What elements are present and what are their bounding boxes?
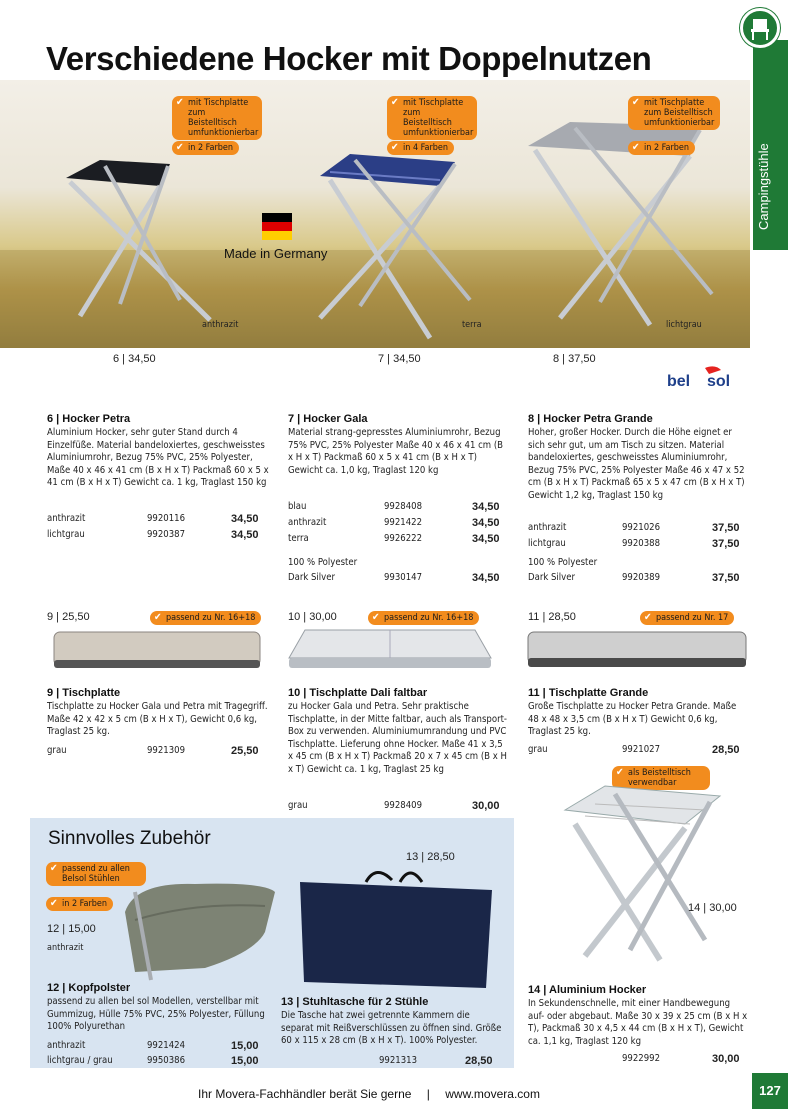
- product-7: [288, 413, 510, 477]
- color-label-lichtgrau: lichtgrau: [666, 320, 702, 330]
- badge-farben-8: ✔ in 2 Farben: [628, 141, 695, 155]
- product-8-title: 8 | Hocker Petra Grande: [528, 413, 653, 425]
- row-color: anthrazit: [528, 522, 567, 533]
- row-art: 9921422: [384, 517, 423, 528]
- accessories-heading: Sinnvolles Zubehör: [48, 828, 211, 849]
- product-11-desc: Große Tischplatte zu Hocker Petra Grande. Maße 48 x 48 x 3,5 cm (B x H x T) Gewicht 0,6 kg, Traglast 25 kg.: [528, 701, 737, 737]
- row-color: lichtgrau / grau: [47, 1055, 113, 1066]
- row-color: Dark Silver: [288, 572, 335, 583]
- row-price: 30,00: [472, 800, 500, 812]
- price-13: 13 | 28,50: [406, 851, 455, 863]
- belsol-logo: [665, 364, 747, 392]
- row-price: 30,00: [712, 1053, 740, 1065]
- chair-bag-image: [296, 868, 496, 992]
- row-art: 9920116: [147, 513, 186, 524]
- row-price: 34,50: [231, 529, 259, 541]
- row-color: anthrazit: [47, 513, 86, 524]
- row-color: anthrazit: [47, 1040, 86, 1051]
- product-9-title: 9 | Tischplatte: [47, 687, 121, 699]
- product-8-desc: Hoher, großer Hocker. Durch die Höhe eignet er sich sehr gut, um am Tisch zu sitzen. Material bandeloxiertes, geschweisstes Aluminiumrohr, Bezug 75% PVC, 25% Polyester Maße 46 x 47 x 52 cm (B x H x T) Packmaß 65 x 5 x 47 cm (B x H x T) Gewicht 1,2 kg, Traglast 150 kg: [528, 427, 745, 501]
- row-price: 28,50: [465, 1055, 493, 1067]
- row-art: 9920387: [147, 529, 186, 540]
- table-top-11-image: [526, 630, 748, 672]
- product-6-desc: Aluminium Hocker, sehr guter Stand durch 4 Einzelfüße. Material bandeloxiertes, geschweisstes Aluminiumrohr, Bezug 75% PVC, 25% Polyester, Maße 40 x 46 x 41 cm (B x H x T) Packmaß 60 x 5 x 41 cm (B x H x T) Gewicht ca. 1 kg, Traglast 150 kg: [47, 427, 269, 488]
- product-9: [47, 687, 269, 739]
- product-10-desc: zu Hocker Gala und Petra. Sehr praktische Tischplatte, in der Mitte faltbar, auch als Transport-Box zu verwenden. Aluminiumumrandung und PVC Tischplatte. Lieferung ohne Hocker. Maße 41 x 3,5 x 45 cm (B x H x T) Packmaß 20 x 7 x 45 cm (B x H x T) Gewicht ca. 1 kg, Traglast 25 kg: [288, 701, 508, 775]
- row-color: blau: [288, 501, 307, 512]
- row-price: 34,50: [231, 513, 259, 525]
- row-price: 37,50: [712, 538, 740, 550]
- color-label-terra: terra: [462, 320, 482, 330]
- row-art: 9921026: [622, 522, 661, 533]
- row-art: 9930147: [384, 572, 423, 583]
- row-color: terra: [288, 533, 309, 544]
- row-art: 9928409: [384, 800, 423, 811]
- badge-farben-7: ✔ in 4 Farben: [387, 141, 454, 155]
- product-12-title: 12 | Kopfpolster: [47, 982, 131, 994]
- belsol-logo-sol: sol: [707, 373, 731, 390]
- badge-tischplatte-7: ✔ mit Tischplatte zum Beistelltisch umfunktionierbar: [387, 96, 477, 140]
- row-color: lichtgrau: [47, 529, 85, 540]
- product-7-desc: Material strang-gepresstes Aluminiumrohr, Bezug 75% PVC, 25% Polyester Maße 40 x 46 x 41 cm (B x H x T) Packmaß 60 x 5 x 41 cm (B x H x T) Gewicht ca. 1,0 kg, Traglast 120 kg: [288, 427, 504, 476]
- badge-11: ✔ passend zu Nr. 17: [640, 611, 734, 625]
- hero-price-7: 7 | 34,50: [378, 353, 421, 365]
- price-10: 10 | 30,00: [288, 611, 337, 623]
- category-tab: [753, 40, 788, 250]
- row-art: 9920389: [622, 572, 661, 583]
- price-11: 11 | 28,50: [528, 611, 576, 623]
- row-price: 34,50: [472, 572, 500, 584]
- made-in-germany: Made in Germany: [224, 246, 328, 261]
- footer-url[interactable]: www.movera.com: [445, 1087, 540, 1101]
- belsol-logo-bel: bel: [667, 373, 691, 390]
- badge-9: ✔ passend zu Nr. 16+18: [150, 611, 261, 625]
- row-price: 34,50: [472, 501, 500, 513]
- price-14: 14 | 30,00: [688, 902, 737, 914]
- product-13: [281, 996, 503, 1048]
- german-flag-icon: [262, 213, 292, 240]
- hero-price-6: 6 | 34,50: [113, 353, 156, 365]
- row-art: 9921027: [622, 744, 661, 755]
- row-color: grau: [528, 744, 548, 755]
- row-art: 9921424: [147, 1040, 186, 1051]
- table-top-9-image: [52, 630, 262, 672]
- row-art: 9922992: [622, 1053, 661, 1064]
- badge-12-a: ✔ passend zu allen Belsol Stühlen: [46, 862, 146, 886]
- row-art: 9920388: [622, 538, 661, 549]
- product-13-title: 13 | Stuhltasche für 2 Stühle: [281, 996, 429, 1008]
- extra-label: 100 % Polyester: [288, 557, 358, 568]
- product-12-desc: passend zu allen bel sol Modellen, verstellbar mit Gummizug, Hülle 75% PVC, 25% Polyester, Füllung 100% Polyurethan: [47, 996, 265, 1032]
- product-12: [47, 982, 269, 1034]
- badge-farben-6: ✔ in 2 Farben: [172, 141, 239, 155]
- price-9: 9 | 25,50: [47, 611, 90, 623]
- product-8: [528, 413, 748, 502]
- aluminium-stool-image: [545, 780, 725, 970]
- product-13-desc: Die Tasche hat zwei getrennte Kammern die separat mit Reißverschlüssen zu öffnen sind. Größe 60 x 115 x 28 cm (B x H x T). 100% Polyester.: [281, 1010, 502, 1046]
- page-number: 127: [752, 1073, 788, 1109]
- product-10: [288, 687, 510, 776]
- row-art: 9921313: [379, 1055, 418, 1066]
- row-price: 25,50: [231, 745, 259, 757]
- product-11: [528, 687, 748, 739]
- extra-label: 100 % Polyester: [528, 557, 598, 568]
- color-label-anthrazit: anthrazit: [202, 320, 239, 330]
- product-14-desc: In Sekundenschnelle, mit einer Handbewegung auf- oder abgebaut. Maße 30 x 39 x 25 cm (B x H x T), Packmaß 30 x 4,5 x 44 cm (B x H x T), Gewicht ca. 1,1 kg, Traglast 120 kg: [528, 998, 748, 1047]
- row-price: 37,50: [712, 522, 740, 534]
- price-12: 12 | 15,00: [47, 923, 96, 935]
- row-price: 34,50: [472, 533, 500, 545]
- row-art: 9950386: [147, 1055, 186, 1066]
- row-price: 37,50: [712, 572, 740, 584]
- row-color: grau: [288, 800, 308, 811]
- hero-price-8: 8 | 37,50: [553, 353, 596, 365]
- product-7-title: 7 | Hocker Gala: [288, 413, 368, 425]
- row-art: 9928408: [384, 501, 423, 512]
- headrest-image: [115, 872, 280, 982]
- row-color: anthrazit: [288, 517, 327, 528]
- product-6-title: 6 | Hocker Petra: [47, 413, 131, 425]
- page-title: Verschiedene Hocker mit Doppelnutzen: [46, 40, 652, 77]
- badge-14: ✔ als Beistelltisch verwendbar: [612, 766, 710, 790]
- product-14: [528, 984, 748, 1048]
- badge-tischplatte-8: ✔ mit Tischplatte zum Beistelltisch umfunktionierbar: [628, 96, 720, 130]
- row-price: 28,50: [712, 744, 740, 756]
- row-art: 9921309: [147, 745, 186, 756]
- product-9-desc: Tischplatte zu Hocker Gala und Petra mit Tragegriff. Maße 42 x 42 x 5 cm (B x H x T), Gewicht 0,6 kg, Traglast 25 kg.: [47, 701, 268, 737]
- badge-10: ✔ passend zu Nr. 16+18: [368, 611, 479, 625]
- table-top-10-image: [285, 628, 495, 672]
- product-14-title: 14 | Aluminium Hocker: [528, 984, 647, 996]
- badge-12-b: ✔ in 2 Farben: [46, 897, 113, 911]
- row-price: 15,00: [231, 1040, 259, 1052]
- row-art: 9926222: [384, 533, 423, 544]
- row-price: 34,50: [472, 517, 500, 529]
- row-color: lichtgrau: [528, 538, 566, 549]
- footer-separator: |: [426, 1087, 430, 1101]
- row-price: 15,00: [231, 1055, 259, 1067]
- color-label-12: anthrazit: [47, 943, 84, 953]
- product-10-title: 10 | Tischplatte Dali faltbar: [288, 687, 428, 699]
- product-11-title: 11 | Tischplatte Grande: [528, 687, 649, 699]
- row-color: grau: [47, 745, 67, 756]
- chair-icon: [740, 8, 780, 48]
- category-tab-label: Campingstühle: [756, 143, 771, 230]
- footer: [198, 1087, 540, 1101]
- product-6: [47, 413, 269, 490]
- row-color: Dark Silver: [528, 572, 575, 583]
- footer-text: Ihr Movera-Fachhändler berät Sie gerne: [198, 1087, 412, 1101]
- badge-tischplatte-6: ✔ mit Tischplatte zum Beistelltisch umfunktionierbar: [172, 96, 262, 140]
